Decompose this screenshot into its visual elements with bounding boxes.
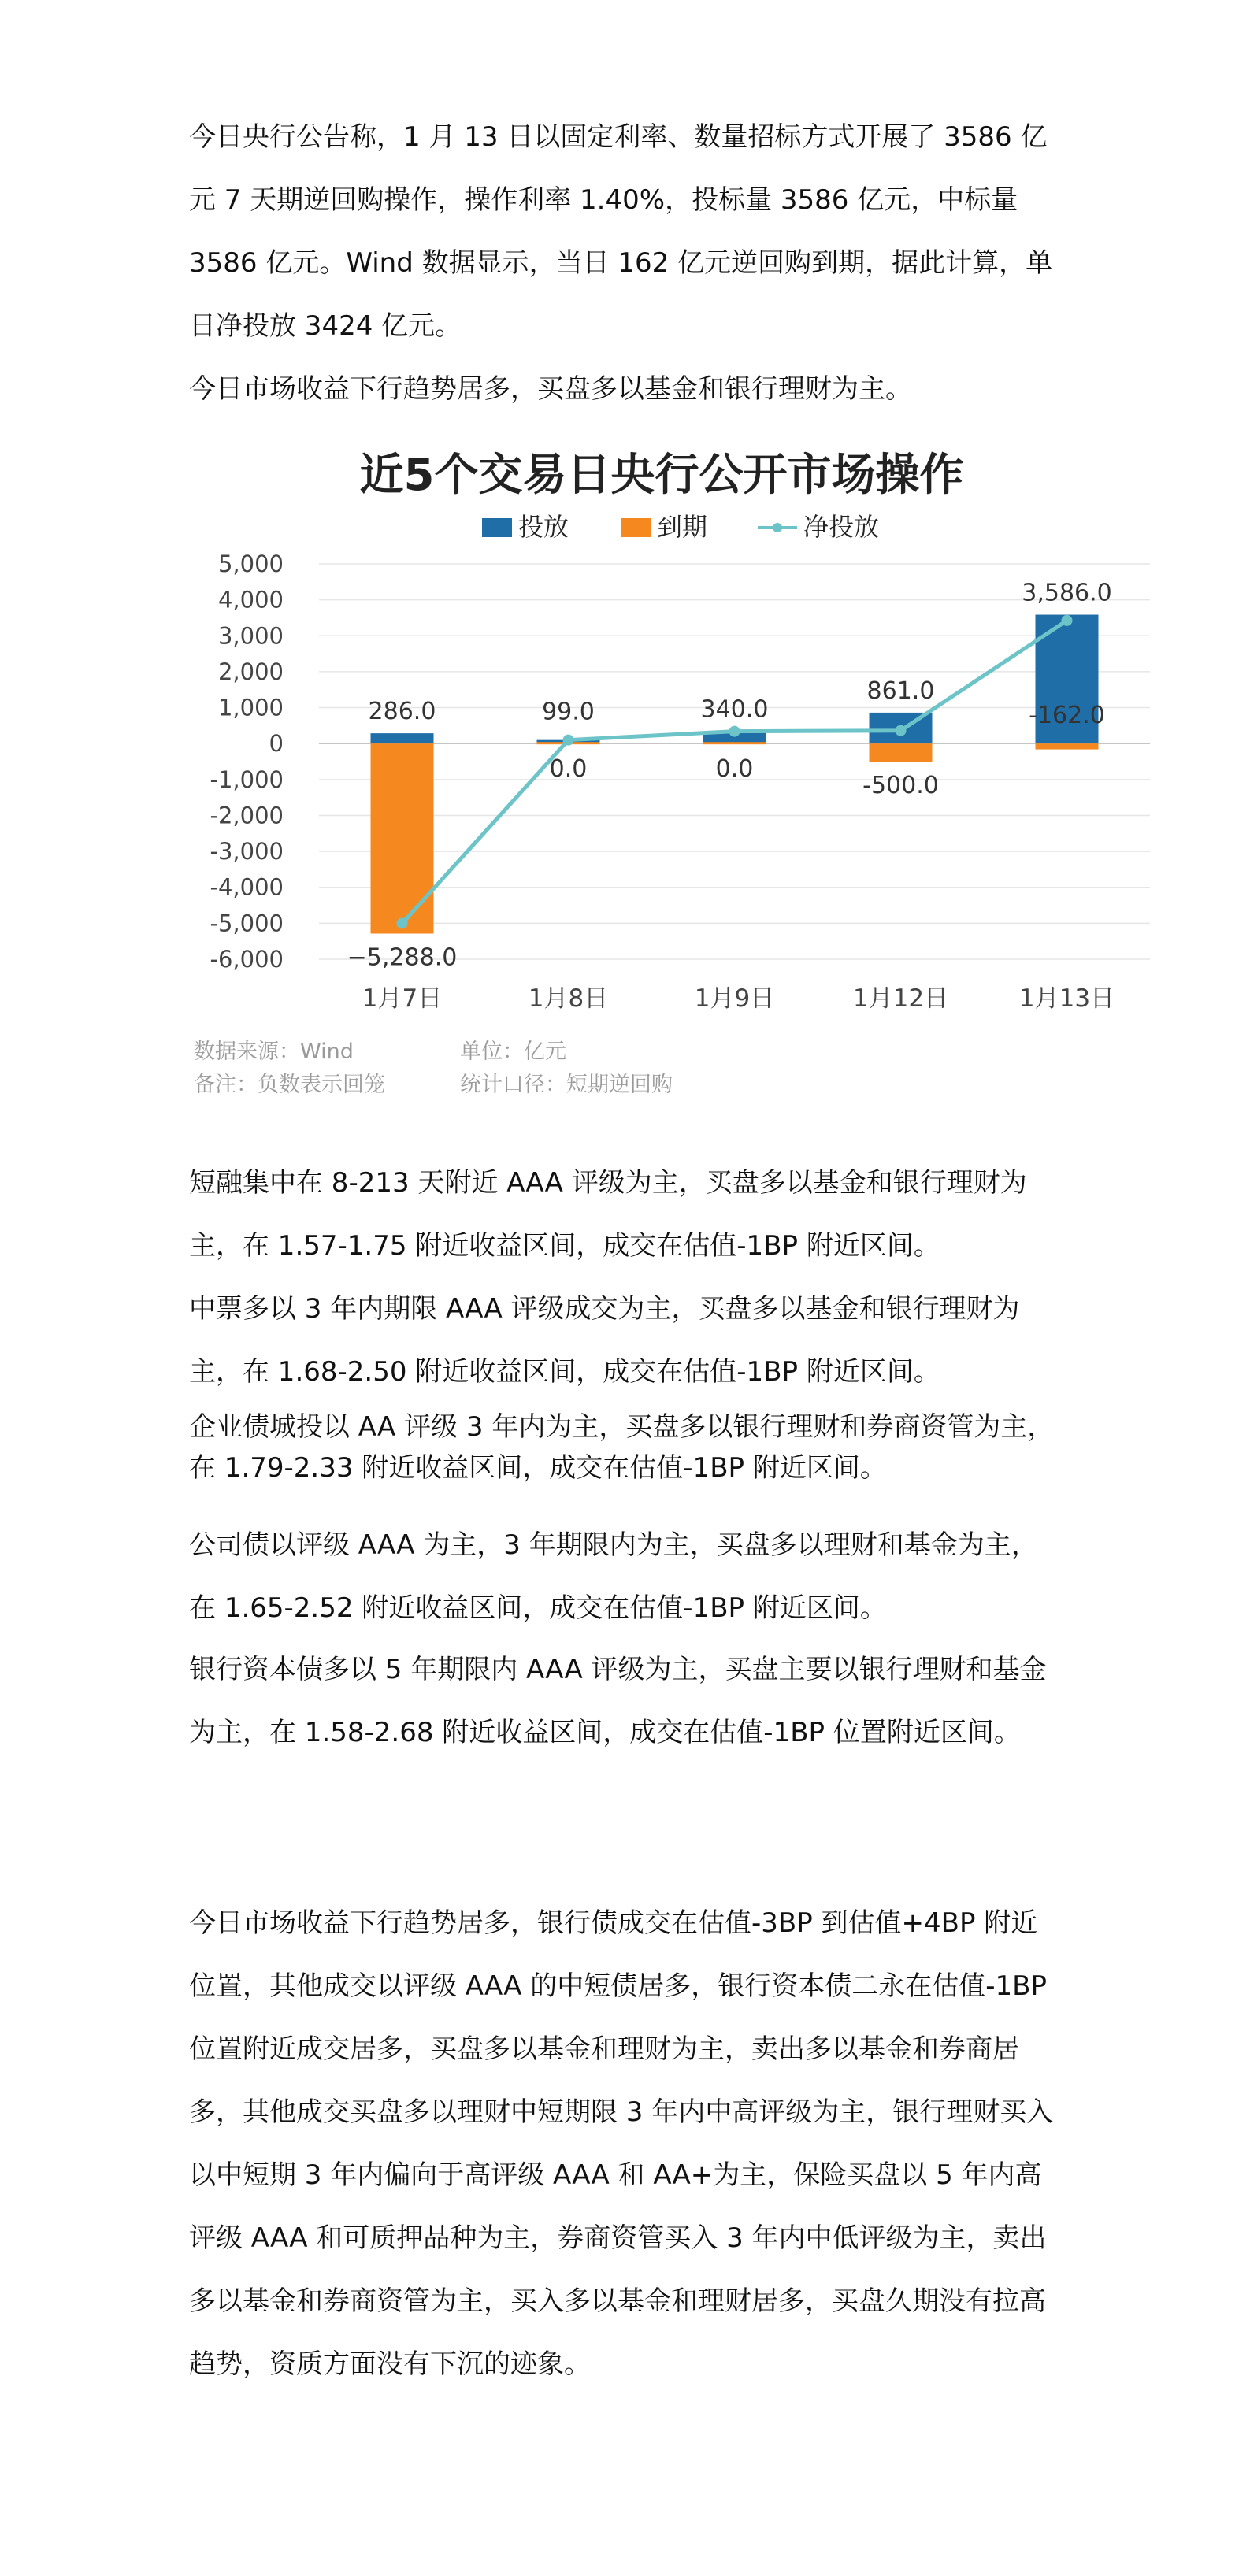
y-tick-label-0: 5,000 — [217, 550, 284, 577]
y-tick-label-11: -6,000 — [210, 946, 284, 973]
y-tick-label-2: 3,000 — [217, 622, 284, 650]
label-deploy-2: 340.0 — [700, 695, 769, 724]
legend-swatch-deploy — [482, 518, 512, 537]
net-line-point-1 — [563, 735, 574, 746]
chart-x-axis — [362, 984, 1115, 1013]
y-tick-label-4: 1,000 — [217, 694, 284, 721]
label-deploy-3: 861.0 — [866, 676, 935, 705]
omo-chart-svg — [173, 432, 1229, 1140]
label-maturity-2: 0.0 — [715, 755, 754, 784]
label-maturity-1: 0.0 — [549, 755, 588, 784]
chart-data-labels — [347, 580, 1112, 972]
net-line-point-0 — [397, 917, 408, 928]
chart-notes — [194, 1040, 673, 1097]
label-maturity-0: −5,288.0 — [347, 943, 458, 972]
paragraph-bank-capital-bonds: 银行资本债多以 5 年期限内 AAA 评级为主，买盘主要以银行理财和基金为主，在 1.58-2.68 附近收益区间，成交在估值-1BP 位置附近区间。 — [189, 1654, 1047, 1748]
legend-label-net: 净投放 — [803, 512, 880, 542]
note-scope: 统计口径：短期逆回购 — [460, 1073, 673, 1097]
bar-maturity-2 — [703, 742, 766, 744]
legend-swatch-maturity — [621, 518, 651, 537]
x-tick-label-1: 1月8日 — [528, 984, 609, 1013]
note-source: 数据来源：Wind — [194, 1040, 354, 1064]
chart-legend — [482, 512, 879, 542]
legend-marker-net — [773, 523, 782, 532]
chart-title: 近5个交易日央行公开市场操作 — [359, 450, 964, 501]
label-deploy-4: 3,586.0 — [1022, 579, 1112, 607]
y-tick-label-7: -2,000 — [210, 802, 284, 829]
label-deploy-0: 286.0 — [368, 698, 436, 726]
paragraph-corporate-bonds: 公司债以评级 AAA 为主，3 年期限内为主，买盘多以理财和基金为主，在 1.65-2.52 附近收益区间，成交在估值-1BP 附近区间。 — [189, 1529, 1038, 1624]
bar-maturity-4 — [1036, 743, 1099, 749]
legend-label-deploy: 投放 — [518, 512, 569, 542]
y-tick-label-1: 4,000 — [217, 586, 284, 613]
paragraph-short-term-notes: 短融集中在 8-213 天附近 AAA 评级为主，买盘多以基金和银行理财为主，在 1.57-1.75 附近收益区间，成交在估值-1BP 附近区间。 — [189, 1167, 1027, 1262]
y-tick-label-6: -1,000 — [210, 765, 284, 793]
bar-maturity-0 — [371, 743, 434, 933]
net-line-point-2 — [729, 726, 740, 737]
paragraph-market-detail: 今日市场收益下行趋势居多，银行债成交在估值-3BP 到估值+4BP 附近位置，其他成交以评级 AAA 的中短债居多，银行资本债二永在估值-1BP 位置附近成交居多，买盘多以基金和理财为主，卖出多以基金和券商居多，其他成交买盘多以理财中短期限 3 年内中高评级为主，银行理财买入以中短期 3 年内偏向于高评级 AAA 和 AA+为主，保险买盘以 5 年内高评级 AAA 和可质押品种为主，券商资管买入 3 年内中低评级为主，卖出多以基金和券商资管为主，买入多以基金和理财居多，买盘久期没有拉高趋势，资质方面没有下沉的迹象。 — [189, 1907, 1054, 2380]
label-maturity-4: -162.0 — [1029, 702, 1105, 730]
y-tick-label-3: 2,000 — [217, 658, 284, 685]
x-tick-label-2: 1月9日 — [694, 984, 775, 1013]
x-tick-label-3: 1月12日 — [852, 984, 949, 1013]
legend-label-maturity: 到期 — [657, 512, 708, 542]
x-tick-label-0: 1月7日 — [362, 984, 443, 1013]
paragraph-medium-term-notes: 中票多以 3 年内期限 AAA 评级成交为主，买盘多以基金和银行理财为主，在 1.68-2.50 附近收益区间，成交在估值-1BP 附近区间。 — [189, 1293, 1020, 1388]
y-tick-label-5: 0 — [269, 730, 284, 758]
label-maturity-3: -500.0 — [862, 772, 939, 799]
note-unit: 单位：亿元 — [460, 1040, 566, 1064]
omo-chart — [173, 432, 1229, 1140]
label-deploy-1: 99.0 — [542, 698, 595, 726]
note-remark: 备注：负数表示回笼 — [194, 1073, 385, 1097]
paragraph-market-summary: 今日市场收益下行趋势居多，买盘多以基金和银行理财为主。 — [189, 373, 912, 405]
chart-y-axis — [210, 550, 284, 973]
net-line-point-3 — [896, 725, 907, 736]
net-line-point-4 — [1062, 615, 1073, 626]
bar-maturity-3 — [870, 743, 933, 762]
y-tick-label-9: -4,000 — [210, 873, 284, 901]
paragraph-pboc-operation: 今日央行公告称，1 月 13 日以固定利率、数量招标方式开展了 3586 亿元 7 天期逆回购操作，操作利率 1.40%，投标量 3586 亿元，中标量 3586 亿元。Wind 数据显示，当日 162 亿元逆回购到期，据此计算，单日净投放 3424 亿元。 — [189, 121, 1053, 342]
y-tick-label-8: -3,000 — [210, 838, 284, 865]
bar-deploy-0 — [371, 733, 434, 743]
y-tick-label-10: -5,000 — [210, 910, 284, 937]
paragraph-enterprise-bonds: 企业债城投以 AA 评级 3 年内为主，买盘多以银行理财和券商资管为主，在 1.79-2.33 附近收益区间，成交在估值-1BP 附近区间。 — [189, 1411, 1055, 1484]
x-tick-label-4: 1月13日 — [1018, 984, 1115, 1013]
